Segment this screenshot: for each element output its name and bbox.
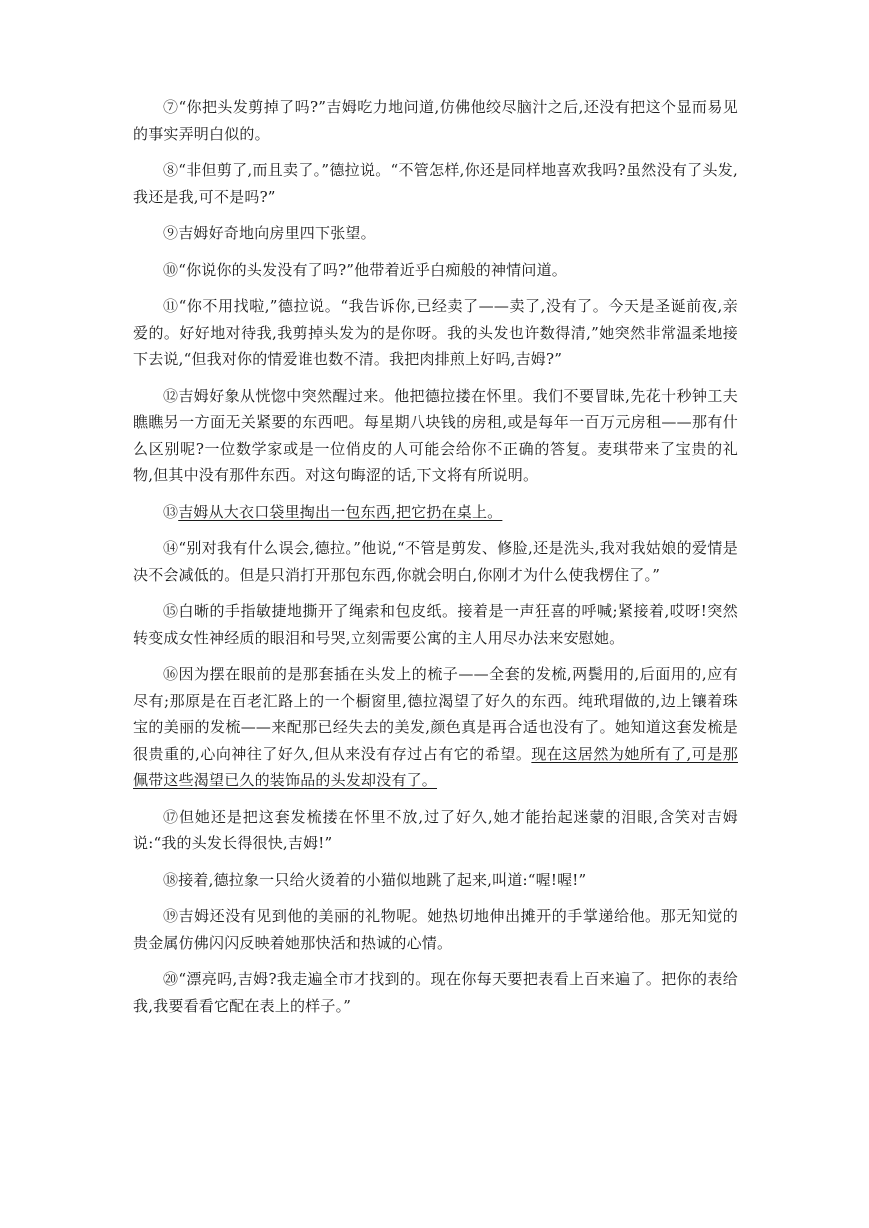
paragraph-text: ⑯因为摆在眼前的是那套插在头发上的梳子——全套的发梳,两鬓用的,后面用的,应有尽有;那原是在百老汇路上的一个橱窗里,德拉渴望了好久的东西。纯玳瑁做的,边上镶着珠宝的美丽的发梳——来配那已经失去的美发,颜色真是再合适也没有了。她知道这套发梳是很贵重的,心向神往了好久,但从来没有存过占有它的希望。 (133, 665, 738, 763)
paragraph (133, 661, 738, 794)
paragraph (133, 220, 738, 247)
paragraph-text: ⑰但她还是把这套发梳搂在怀里不放,过了好久,她才能抬起迷蒙的泪眼,含笑对吉姆说:“我的头发长得很快,吉姆!” (133, 807, 738, 852)
underlined-sentence: 吉姆从大衣口袋里掏出一包东西,把它扔在桌上。 (178, 502, 503, 521)
paragraph-text: ⑨吉姆好奇地向房里四下张望。 (163, 224, 376, 242)
paragraph-text: ⑬ (163, 502, 179, 521)
paragraph-text: ⑳“漂亮吗,吉姆?我走遍全市才找到的。现在你每天要把表看上百来遍了。把你的表给我,我要看看它配在表上的样子。” (133, 970, 738, 1015)
paragraph-text: ⑫吉姆好象从恍惚中突然醒过来。他把德拉搂在怀里。我们不要冒昧,先花十秒钟工夫瞧瞧另一方面无关紧要的东西吧。每星期八块钱的房租,或是每年一百万元房租——那有什么区别呢?一位数学家或是一位俏皮的人可能会给你不正确的答复。麦琪带来了宝贵的礼物,但其中没有那件东西。对这句晦涩的话,下文将有所说明。 (133, 386, 738, 484)
paragraph (133, 535, 738, 588)
paragraph-text: ⑦“你把头发剪掉了吗?”吉姆吃力地问道,仿佛他绞尽脑汁之后,还没有把这个显而易见的事实弄明白似的。 (133, 98, 738, 143)
paragraph (133, 293, 738, 373)
paragraph (133, 966, 738, 1019)
paragraph (133, 804, 738, 857)
paragraph (133, 598, 738, 651)
paragraph-text: ⑩“你说你的头发没有了吗?”他带着近乎白痴般的神情问道。 (163, 260, 567, 279)
paragraph-text: ⑪“你不用找啦,”德拉说。“我告诉你,已经卖了——卖了,没有了。今天是圣诞前夜,亲爱的。好好地对待我,我剪掉头发为的是你呀。我的头发也许数得清,”她突然非常温柔地接下去说,“但我对你的情爱谁也数不清。我把肉排煎上好吗,吉姆?” (133, 297, 738, 368)
underlined-sentence: 现在这居然为她所有了,可是那佩带这些渴望已久的装饰品的头发却没有了。 (133, 744, 738, 789)
paragraph-text: ⑲吉姆还没有见到他的美丽的礼物呢。她热切地伸出摊开的手掌递给他。那无知觉的贵金属仿佛闪闪反映着她那快活和热诚的心情。 (133, 907, 738, 952)
paragraph-text: ⑭“别对我有什么误会,德拉。”他说,“不管是剪发、修脸,还是洗头,我对我姑娘的爱情是决不会减低的。但是只消打开那包东西,你就会明白,你刚才为什么使我楞住了。” (133, 539, 738, 584)
paragraph (133, 157, 738, 210)
paragraph (133, 257, 738, 284)
paragraph (133, 383, 738, 489)
paragraph (133, 94, 738, 147)
article-body (133, 94, 738, 1029)
paragraph-text: ⑱接着,德拉象一只给火烫着的小猫似地跳了起来,叫道:“喔!喔!” (163, 870, 587, 889)
paragraph-text: ⑧“非但剪了,而且卖了。”德拉说。“不管怎样,你还是同样地喜欢我吗?虽然没有了头发,我还是我,可不是吗?” (133, 161, 738, 206)
paragraph-text: ⑮白晰的手指敏捷地撕开了绳索和包皮纸。接着是一声狂喜的呼喊;紧接着,哎呀!突然转变成女性神经质的眼泪和号哭,立刻需要公寓的主人用尽办法来安慰她。 (133, 602, 738, 647)
paragraph (133, 499, 738, 526)
paragraph (133, 903, 738, 956)
paragraph (133, 867, 738, 894)
